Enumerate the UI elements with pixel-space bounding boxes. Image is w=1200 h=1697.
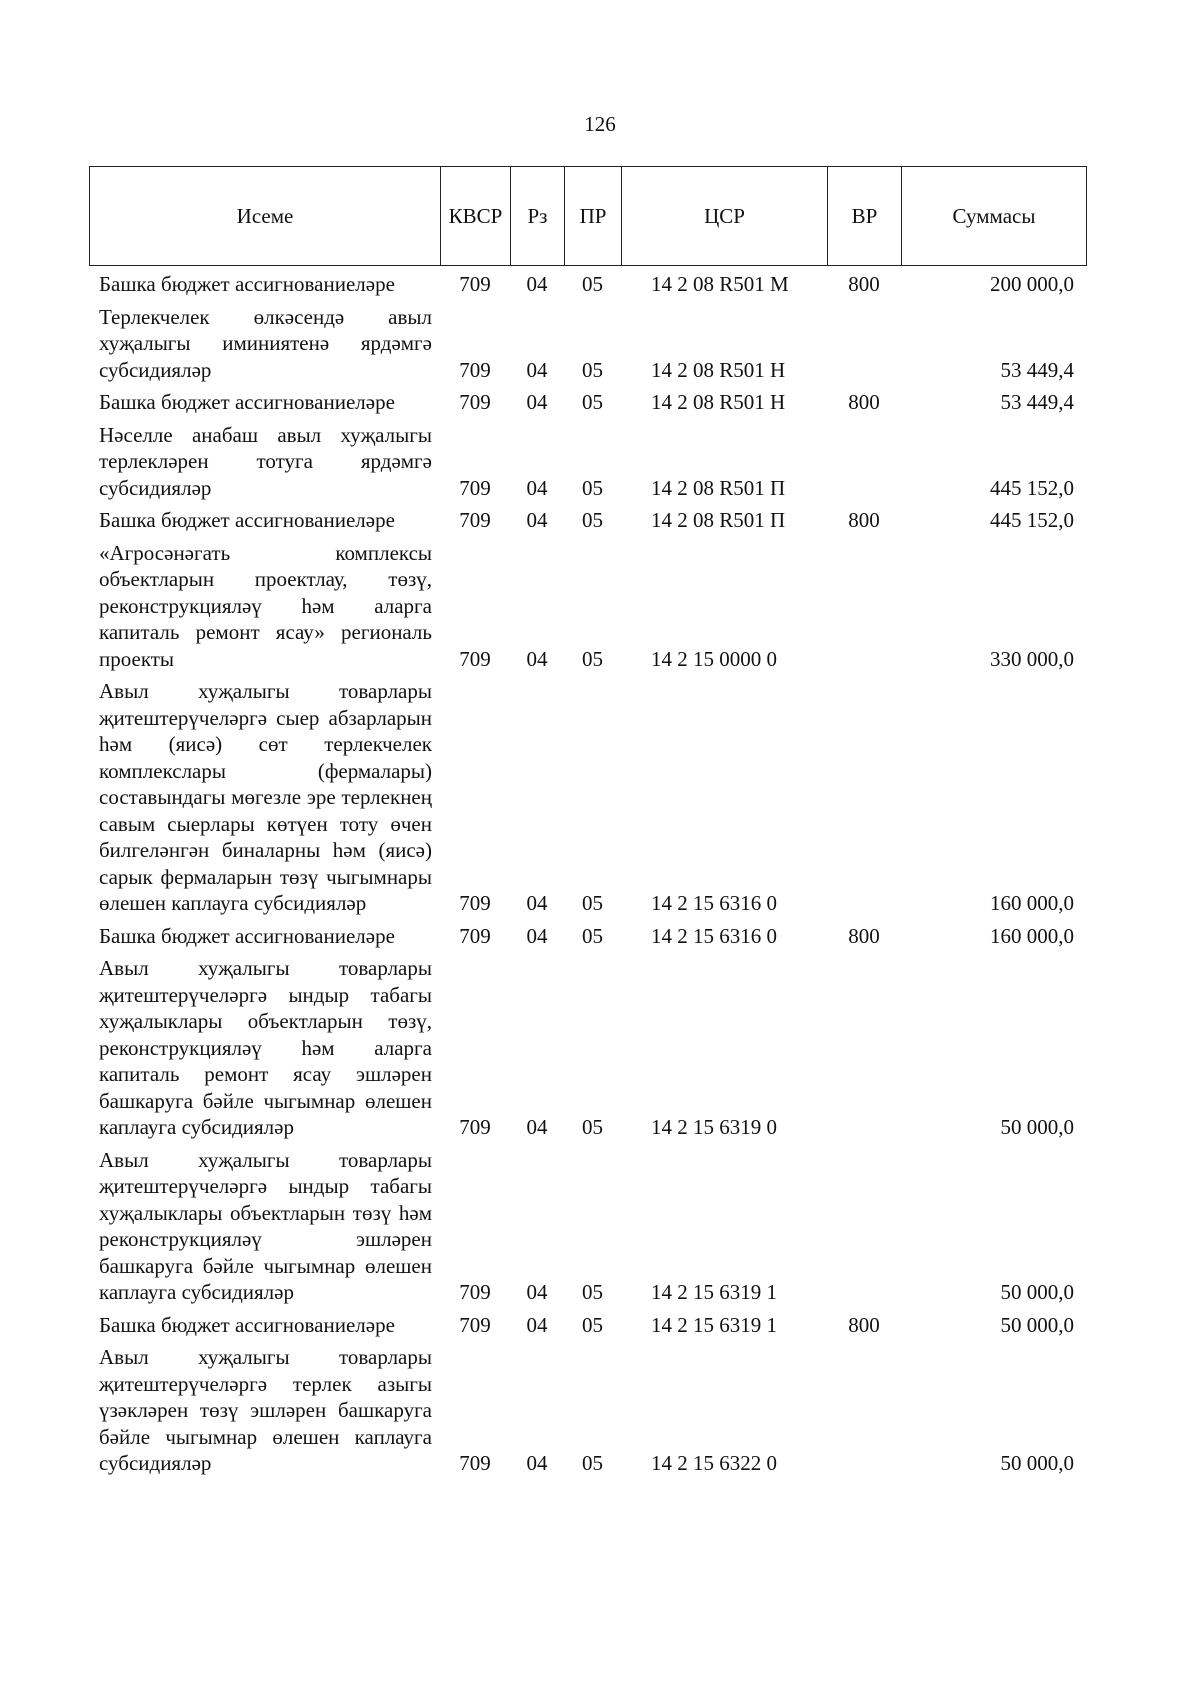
row-pr: 05 [582,646,603,671]
row-name [89,1309,440,1342]
row-rz: 04 [526,475,548,500]
row-sum: 50 000,0 [1000,1312,1074,1337]
row-sum: 200 000,0 [990,272,1074,296]
column-header-pr: ПР [565,167,622,266]
row-name [89,920,440,953]
row-name [89,504,440,537]
row-csr: 14 2 15 6319 1 [651,1312,777,1337]
table-row [89,1144,1086,1309]
table-row [89,268,1086,301]
row-rz: 04 [526,891,548,915]
row-sum: 160 000,0 [990,923,1074,948]
row-csr: 14 2 08 R501 П [651,508,786,532]
row-name [89,952,440,1144]
budget-table [89,268,1086,1480]
row-kvsr: 709 [459,923,491,948]
row-name-text: Авыл хуҗалыгы товарлары җитештерүчеләргә сыер абзарларын һәм (яисә) сөт терлекчелек комплекслары (фермалары) составындагы мөгезле эре терлекнең савым сыерлары көтүен тоту өчен билгеләнгән биналарны һәм (яисә) сарык фермаларын төзү чыгымнары өлешен каплауга субсидияләр [99,679,432,915]
row-kvsr: 709 [459,390,491,414]
column-header-name: Исеме [90,167,441,266]
row-kvsr: 709 [459,1115,491,1139]
table-row [89,675,1086,920]
row-vr [827,952,901,1144]
column-header-kvsr: КВСР [441,167,511,266]
table-row [89,386,1086,419]
row-pr: 05 [582,1312,603,1337]
row-sum: 445 152,0 [990,508,1074,532]
table-row [89,419,1086,505]
row-rz: 04 [526,1115,548,1139]
row-sum: 160 000,0 [990,891,1074,915]
row-vr: 800 [848,923,880,948]
table-row [89,537,1086,676]
row-name-text: Авыл хуҗалыгы товарлары җитештерүчеләргә ындыр табагы хуҗалыклары объектларын төзү, реконструкцияләү һәм аларга капиталь ремонт ясау эшләрен башкаруга бәйле чыгымнар өлешен каплауга субсидияләр [99,956,432,1139]
column-header-csr: ЦСР [622,167,828,266]
row-rz: 04 [526,390,548,414]
row-vr: 800 [848,1312,880,1337]
row-csr: 14 2 15 0000 0 [651,646,777,671]
row-sum: 50 000,0 [1000,1115,1074,1139]
row-name [89,1144,440,1309]
row-sum: 53 449,4 [1000,357,1074,382]
page-number: 126 [584,112,616,136]
row-csr: 14 2 08 R501 Н [651,357,786,382]
row-kvsr: 709 [459,272,491,296]
row-pr: 05 [582,1280,603,1304]
row-name [89,419,440,505]
column-header-sum: Суммасы [902,167,1087,266]
row-name-text: Терлекчелек өлкәсендә авыл хуҗалыгы иминиятенә ярдәмгә субсидияләр [99,304,432,382]
row-vr: 800 [848,508,880,532]
row-kvsr: 709 [459,1451,491,1475]
row-kvsr: 709 [459,891,491,915]
row-kvsr: 709 [459,646,491,671]
table-row [89,920,1086,953]
row-vr: 800 [848,272,880,296]
row-sum: 50 000,0 [1000,1280,1074,1304]
row-rz: 04 [526,1280,548,1304]
row-name-text: Нәселле анабаш авыл хуҗалыгы терлекләрен тотуга ярдәмгә субсидияләр [99,422,432,500]
row-csr: 14 2 15 6322 0 [651,1451,777,1475]
row-csr: 14 2 15 6316 0 [651,923,777,948]
row-csr: 14 2 08 R501 Н [651,390,786,414]
row-name-text: Башка бюджет ассигнованиеләре [99,390,395,414]
row-sum: 53 449,4 [1000,390,1074,414]
row-pr: 05 [582,357,603,382]
row-name-text: Башка бюджет ассигнованиеләре [99,508,395,532]
row-vr: 800 [848,390,880,414]
column-header-vr: ВР [828,167,902,266]
row-name [89,301,440,387]
row-name [89,675,440,920]
table-header [89,166,1087,266]
row-kvsr: 709 [459,357,491,382]
row-pr: 05 [582,508,603,532]
row-vr [827,1144,901,1309]
row-pr: 05 [582,272,603,296]
row-rz: 04 [526,357,548,382]
row-rz: 04 [526,1312,548,1337]
row-name [89,537,440,676]
table-row [89,301,1086,387]
table-row [89,952,1086,1144]
row-name-text: Башка бюджет ассигнованиеләре [99,1312,395,1337]
row-vr [827,537,901,676]
row-name-text: Башка бюджет ассигнованиеләре [99,272,395,296]
row-csr: 14 2 15 6319 0 [651,1115,777,1139]
row-sum: 50 000,0 [1000,1451,1074,1475]
row-name [89,268,440,301]
table-row [89,1341,1086,1480]
row-csr: 14 2 08 R501 М [651,272,789,296]
row-kvsr: 709 [459,1312,491,1337]
row-rz: 04 [526,508,548,532]
row-name-text: Авыл хуҗалыгы товарлары җитештерүчеләргә терлек азыгы үзәкләрен төзү эшләрен башкаруга бәйле чыгымнар өлешен каплауга субсидияләр [99,1345,432,1475]
row-csr: 14 2 08 R501 П [651,475,786,500]
table-body [89,268,1086,1480]
row-sum: 330 000,0 [990,646,1074,671]
row-rz: 04 [526,1451,548,1475]
row-csr: 14 2 15 6319 1 [651,1280,777,1304]
row-name-text: «Агросәнәгать комплексы объектларын проектлау, төзү, реконструкцияләү һәм аларга капиталь ремонт ясау» региональ проекты [99,540,432,671]
row-csr: 14 2 15 6316 0 [651,891,777,915]
table-row [89,504,1086,537]
row-pr: 05 [582,923,603,948]
row-kvsr: 709 [459,1280,491,1304]
row-rz: 04 [526,923,548,948]
row-rz: 04 [526,272,548,296]
row-pr: 05 [582,891,603,915]
row-pr: 05 [582,475,603,500]
row-name-text: Башка бюджет ассигнованиеләре [99,923,395,948]
row-pr: 05 [582,390,603,414]
row-pr: 05 [582,1115,603,1139]
row-kvsr: 709 [459,475,491,500]
row-vr [827,419,901,505]
row-vr [827,675,901,920]
row-name [89,386,440,419]
row-pr: 05 [582,1451,603,1475]
row-kvsr: 709 [459,508,491,532]
row-vr [827,301,901,387]
row-rz: 04 [526,646,548,671]
table-row [89,1309,1086,1342]
column-header-rz: Рз [511,167,565,266]
row-name [89,1341,440,1480]
row-name-text: Авыл хуҗалыгы товарлары җитештерүчеләргә ындыр табагы хуҗалыклары объектларын төзү һәм реконструкцияләү эшләрен башкаруга бәйле чыгымнар өлешен каплауга субсидияләр [99,1147,432,1304]
row-sum: 445 152,0 [990,475,1074,500]
row-vr [827,1341,901,1480]
